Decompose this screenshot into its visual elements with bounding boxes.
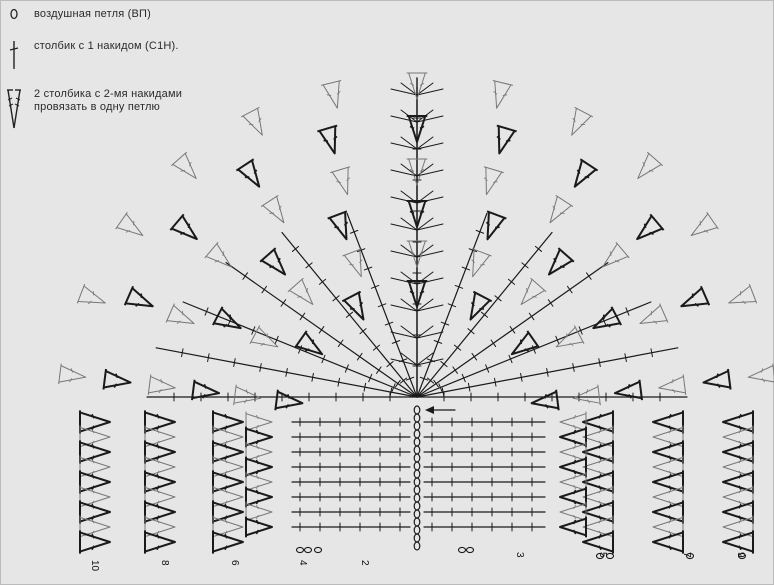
cluster-stitch (145, 470, 175, 493)
cluster-stitch (80, 425, 110, 448)
row-number: 3 (514, 552, 525, 558)
cluster-stitch (205, 242, 238, 275)
cluster-stitch (560, 517, 586, 538)
row-number: 9 (735, 552, 746, 558)
cluster-stitch (213, 410, 243, 433)
cluster-stitch (653, 530, 683, 553)
cluster-stitch (213, 530, 243, 553)
fan-ray (282, 232, 417, 397)
fan-ray (417, 348, 678, 397)
fan-ray (417, 232, 552, 397)
cluster-stitch (725, 284, 757, 313)
legend-cluster-label: 2 столбика с 2-мя накидами провязать в одну петлю (34, 88, 183, 113)
cluster-stitch (116, 212, 149, 244)
cluster-stitch (541, 248, 574, 281)
cluster-stitch (192, 380, 220, 404)
cluster-stitch (630, 214, 663, 247)
cluster-stitch (583, 410, 613, 433)
row-number: 8 (159, 560, 170, 566)
chain-loop (414, 534, 420, 542)
cluster-stitch (213, 425, 243, 448)
cluster-stitch (489, 126, 516, 157)
cluster-stitch (583, 530, 613, 553)
legend-dc-label: столбик с 1 накидом (С1Н). (34, 40, 179, 52)
cluster-stitch (246, 457, 272, 478)
cluster-stitch (685, 212, 718, 244)
cluster-stitch (330, 167, 357, 198)
cluster-stitch (747, 364, 774, 388)
cluster-stitch (723, 455, 753, 478)
cluster-stitch (80, 530, 110, 553)
cluster-stitch (583, 515, 613, 538)
chain-loop (414, 430, 420, 438)
cluster-stitch (653, 470, 683, 493)
cluster-stitch (630, 152, 663, 185)
cluster-stitch (59, 364, 87, 388)
cluster-stitch (596, 242, 629, 275)
cluster-stitch (541, 195, 572, 228)
cluster-stitch (213, 470, 243, 493)
cluster-stitch (702, 369, 730, 393)
cluster-stitch (166, 304, 198, 333)
cluster-stitch (477, 167, 504, 198)
cluster-stitch (246, 517, 272, 538)
chain-loop (414, 438, 420, 446)
cluster-stitch (213, 515, 243, 538)
legend-chain-label: воздушная петля (ВП) (34, 8, 151, 20)
cluster-stitch (80, 515, 110, 538)
cluster-stitch (723, 530, 753, 553)
row-number: 5 (597, 552, 608, 558)
cluster-stitch (148, 374, 176, 398)
cluster-stitch (342, 292, 372, 325)
cluster-stitch (723, 470, 753, 493)
fan-ray (347, 213, 417, 397)
chain-loop (414, 486, 420, 494)
cluster-stitch (653, 440, 683, 463)
cluster-stitch (317, 126, 344, 157)
cluster-stitch (723, 485, 753, 508)
chain-loop (414, 414, 420, 422)
chain-loop (467, 547, 474, 552)
cluster-stitch (653, 485, 683, 508)
cluster-stitch (513, 278, 546, 311)
cluster-stitch (213, 485, 243, 508)
cluster-stitch (583, 500, 613, 523)
cluster-stitch (614, 380, 642, 404)
fan-ray (156, 348, 417, 397)
cluster-stitch (145, 410, 175, 433)
cluster-stitch (80, 485, 110, 508)
cluster-stitch (583, 440, 613, 463)
cluster-stitch (636, 304, 668, 333)
cluster-stitch (213, 440, 243, 463)
row-number: 6 (229, 560, 240, 566)
cluster-stitch (145, 515, 175, 538)
chain-loop (414, 406, 420, 414)
cluster-stitch (583, 455, 613, 478)
cluster-stitch (213, 455, 243, 478)
cluster-stitch (723, 515, 753, 538)
cluster-stitch (560, 487, 586, 508)
cluster-stitch (560, 457, 586, 478)
cluster-stitch (80, 410, 110, 433)
start-arrow-icon (425, 406, 434, 414)
cluster-stitch (288, 278, 321, 311)
cluster-stitch (80, 500, 110, 523)
cluster-stitch (241, 107, 271, 140)
cluster-stitch (487, 80, 513, 110)
chain-loop (414, 470, 420, 478)
cluster-stitch (80, 455, 110, 478)
cluster-stitch (583, 425, 613, 448)
cluster-stitch (583, 485, 613, 508)
cluster-stitch (506, 331, 539, 363)
row-number: 2 (359, 560, 370, 566)
cluster-stitch (677, 286, 709, 315)
cluster-stitch (213, 500, 243, 523)
cluster-stitch (653, 455, 683, 478)
cluster-stitch (246, 487, 272, 508)
cluster-stitch (103, 369, 131, 393)
cluster-stitch (461, 292, 491, 325)
chain-loop (414, 494, 420, 502)
chain-loop (414, 502, 420, 510)
cluster-stitch (170, 214, 203, 247)
cluster-stitch (566, 159, 597, 192)
cluster-stitch (583, 470, 613, 493)
cluster-stitch (275, 390, 303, 414)
cluster-stitch (261, 195, 292, 228)
cluster-stitch (125, 286, 157, 315)
cluster-stitch (236, 159, 267, 192)
chain-loop (414, 518, 420, 526)
cluster-stitch (80, 470, 110, 493)
row-number: 4 (297, 560, 308, 566)
cluster-stitch (723, 425, 753, 448)
row-number: 7 (681, 552, 692, 558)
chain-loop (414, 478, 420, 486)
cluster-stitch (145, 500, 175, 523)
cluster-stitch (246, 427, 272, 448)
chain-loop (414, 510, 420, 518)
row-number: 10 (89, 560, 100, 572)
cluster-stitch (295, 331, 328, 363)
cluster-stitch (145, 530, 175, 553)
cluster-stitch (653, 500, 683, 523)
cluster-stitch (723, 410, 753, 433)
chain-loop (414, 542, 420, 550)
cluster-stitch (145, 440, 175, 463)
cluster-stitch (563, 107, 593, 140)
cluster-stitch (653, 425, 683, 448)
chain-loop (414, 446, 420, 454)
cluster-stitch (321, 80, 347, 110)
chain-loop (459, 547, 466, 552)
cluster-stitch (560, 427, 586, 448)
cluster-stitch (723, 440, 753, 463)
cluster-stitch (80, 440, 110, 463)
cluster-stitch (77, 284, 109, 313)
cluster-stitch (657, 374, 685, 398)
cluster-stitch (145, 455, 175, 478)
chain-loop (315, 547, 322, 552)
cluster-stitch (653, 410, 683, 433)
chain-loop (297, 547, 304, 552)
chain-loop (414, 422, 420, 430)
chain-loop (414, 454, 420, 462)
cluster-stitch (171, 152, 204, 185)
chain-loop (414, 462, 420, 470)
cluster-stitch (530, 390, 558, 414)
cluster-stitch (260, 248, 293, 281)
cluster-stitch (145, 425, 175, 448)
cluster-stitch (145, 485, 175, 508)
chain-loop (305, 547, 312, 552)
fan-ray (417, 213, 487, 397)
chain-loop (414, 526, 420, 534)
cluster-stitch (723, 500, 753, 523)
cluster-stitch (653, 515, 683, 538)
